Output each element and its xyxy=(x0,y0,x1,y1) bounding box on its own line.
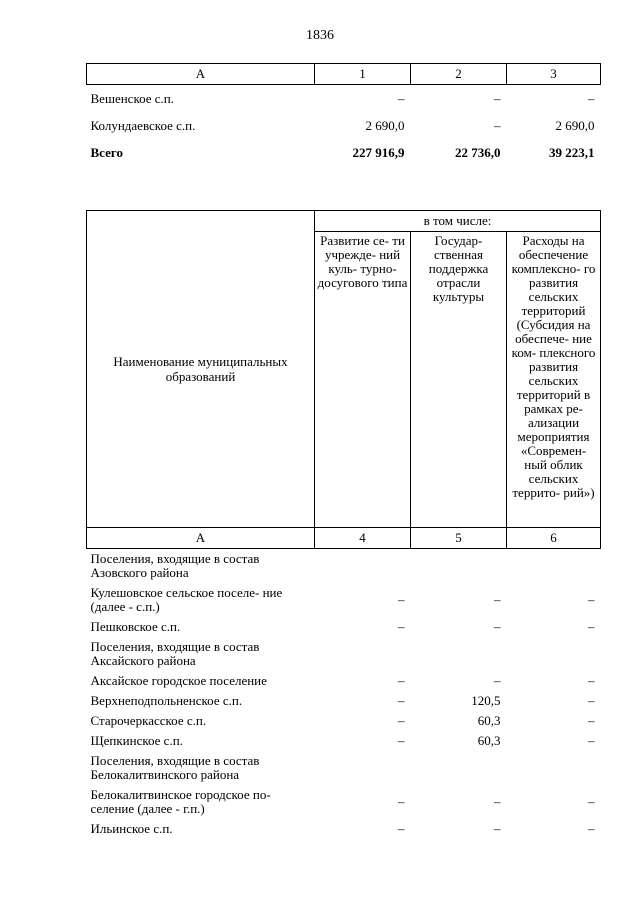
row-name: Старочеркасское с.п. xyxy=(90,713,207,728)
cell-value: – xyxy=(398,794,405,809)
header-cell: А xyxy=(87,528,315,549)
including-header: в том числе: xyxy=(315,211,601,232)
table-header-row xyxy=(87,64,601,85)
table-row xyxy=(87,112,601,139)
row-name: Ильинское с.п. xyxy=(90,821,173,836)
cell-value: – xyxy=(398,713,405,728)
cell-value: – xyxy=(588,733,595,748)
row-name: Пешковское с.п. xyxy=(90,619,181,634)
table-row xyxy=(87,637,601,671)
cell-value: – xyxy=(398,693,405,708)
cell-value: 39 223,1 xyxy=(549,144,595,160)
cell-value xyxy=(411,637,507,671)
cell-value: – xyxy=(398,592,405,607)
table-row xyxy=(87,731,601,751)
cell-value: – xyxy=(494,794,501,809)
row-name: Аксайское городское поселение xyxy=(90,673,267,688)
cell-value: – xyxy=(398,673,405,688)
table-row xyxy=(87,549,601,584)
col4-header: Развитие се- ти учрежде- ний куль- турно- досугового типа xyxy=(315,232,411,528)
col6-header: Расходы на обеспечение комплексно- го развития сельских территорий (Субсидия на обеспече- ние ком- плексного развития сельских территорий в рамках ре- ализации мероприятия «Современ- ный облик сельских террито- рий») xyxy=(507,232,601,528)
cell-value: – xyxy=(398,90,405,106)
cell-value: 2 690,0 xyxy=(365,117,405,133)
cell-value: 60,3 xyxy=(477,733,501,748)
cell-value: – xyxy=(494,592,501,607)
cell-value: – xyxy=(494,673,501,688)
cell-value: – xyxy=(494,90,501,106)
cell-value: – xyxy=(398,619,405,634)
totals-table xyxy=(86,63,601,166)
total-row xyxy=(87,139,601,166)
row-name: Вешенское с.п. xyxy=(90,90,175,106)
cell-value: – xyxy=(398,733,405,748)
cell-value: – xyxy=(588,592,595,607)
table-row xyxy=(87,617,601,637)
header-cell: 4 xyxy=(315,528,411,549)
table-row xyxy=(87,85,601,113)
table-row xyxy=(87,691,601,711)
cell-value xyxy=(411,751,507,785)
row-name: Поселения, входящие в состав Аксайского района xyxy=(90,639,260,668)
header-cell: 2 xyxy=(411,64,507,85)
cell-value xyxy=(507,637,601,671)
header-cell: 5 xyxy=(411,528,507,549)
name-header: Наименование муниципальных образований xyxy=(87,211,315,528)
row-name: Щепкинское с.п. xyxy=(90,733,183,748)
column-letters-row xyxy=(87,528,601,549)
cell-value: 227 916,9 xyxy=(352,144,405,160)
cell-value: – xyxy=(588,794,595,809)
cell-value: – xyxy=(588,713,595,728)
table-row xyxy=(87,819,601,839)
page-number: 1836 xyxy=(306,28,334,43)
row-name: Поселения, входящие в состав Азовского района xyxy=(90,551,260,580)
table-row xyxy=(87,671,601,691)
row-name: Кулешовское сельское поселе- ние (далее - с.п.) xyxy=(90,585,283,614)
row-name: Всего xyxy=(90,144,123,160)
row-name: Верхнеподпольненское с.п. xyxy=(90,693,243,708)
cell-value: – xyxy=(588,821,595,836)
header-cell: 6 xyxy=(507,528,601,549)
cell-value xyxy=(507,751,601,785)
cell-value: – xyxy=(588,673,595,688)
cell-value: – xyxy=(494,117,501,133)
cell-value: – xyxy=(588,619,595,634)
cell-value: 60,3 xyxy=(477,713,501,728)
table-header-row xyxy=(87,211,601,232)
cell-value: – xyxy=(588,90,595,106)
header-cell: 1 xyxy=(315,64,411,85)
cell-value xyxy=(315,751,411,785)
row-name: Поселения, входящие в состав Белокалитвинского района xyxy=(90,753,260,782)
table-row xyxy=(87,751,601,785)
cell-value xyxy=(315,637,411,671)
cell-value: – xyxy=(494,821,501,836)
cell-value: – xyxy=(588,693,595,708)
municipal-table xyxy=(86,210,601,839)
row-name: Белокалитвинское городское по- селение (далее - г.п.) xyxy=(90,787,271,816)
table-row xyxy=(87,711,601,731)
cell-value xyxy=(315,549,411,584)
cell-value xyxy=(411,549,507,584)
header-cell: А xyxy=(87,64,315,85)
cell-value: – xyxy=(398,821,405,836)
cell-value: – xyxy=(494,619,501,634)
cell-value xyxy=(507,549,601,584)
row-name: Колундаевское с.п. xyxy=(90,117,196,133)
table-row xyxy=(87,583,601,617)
cell-value: 22 736,0 xyxy=(455,144,501,160)
col5-header: Государ- ственная поддержка отрасли культуры xyxy=(411,232,507,528)
cell-value: 120,5 xyxy=(471,693,501,708)
table-row xyxy=(87,785,601,819)
cell-value: 2 690,0 xyxy=(555,117,595,133)
header-cell: 3 xyxy=(507,64,601,85)
